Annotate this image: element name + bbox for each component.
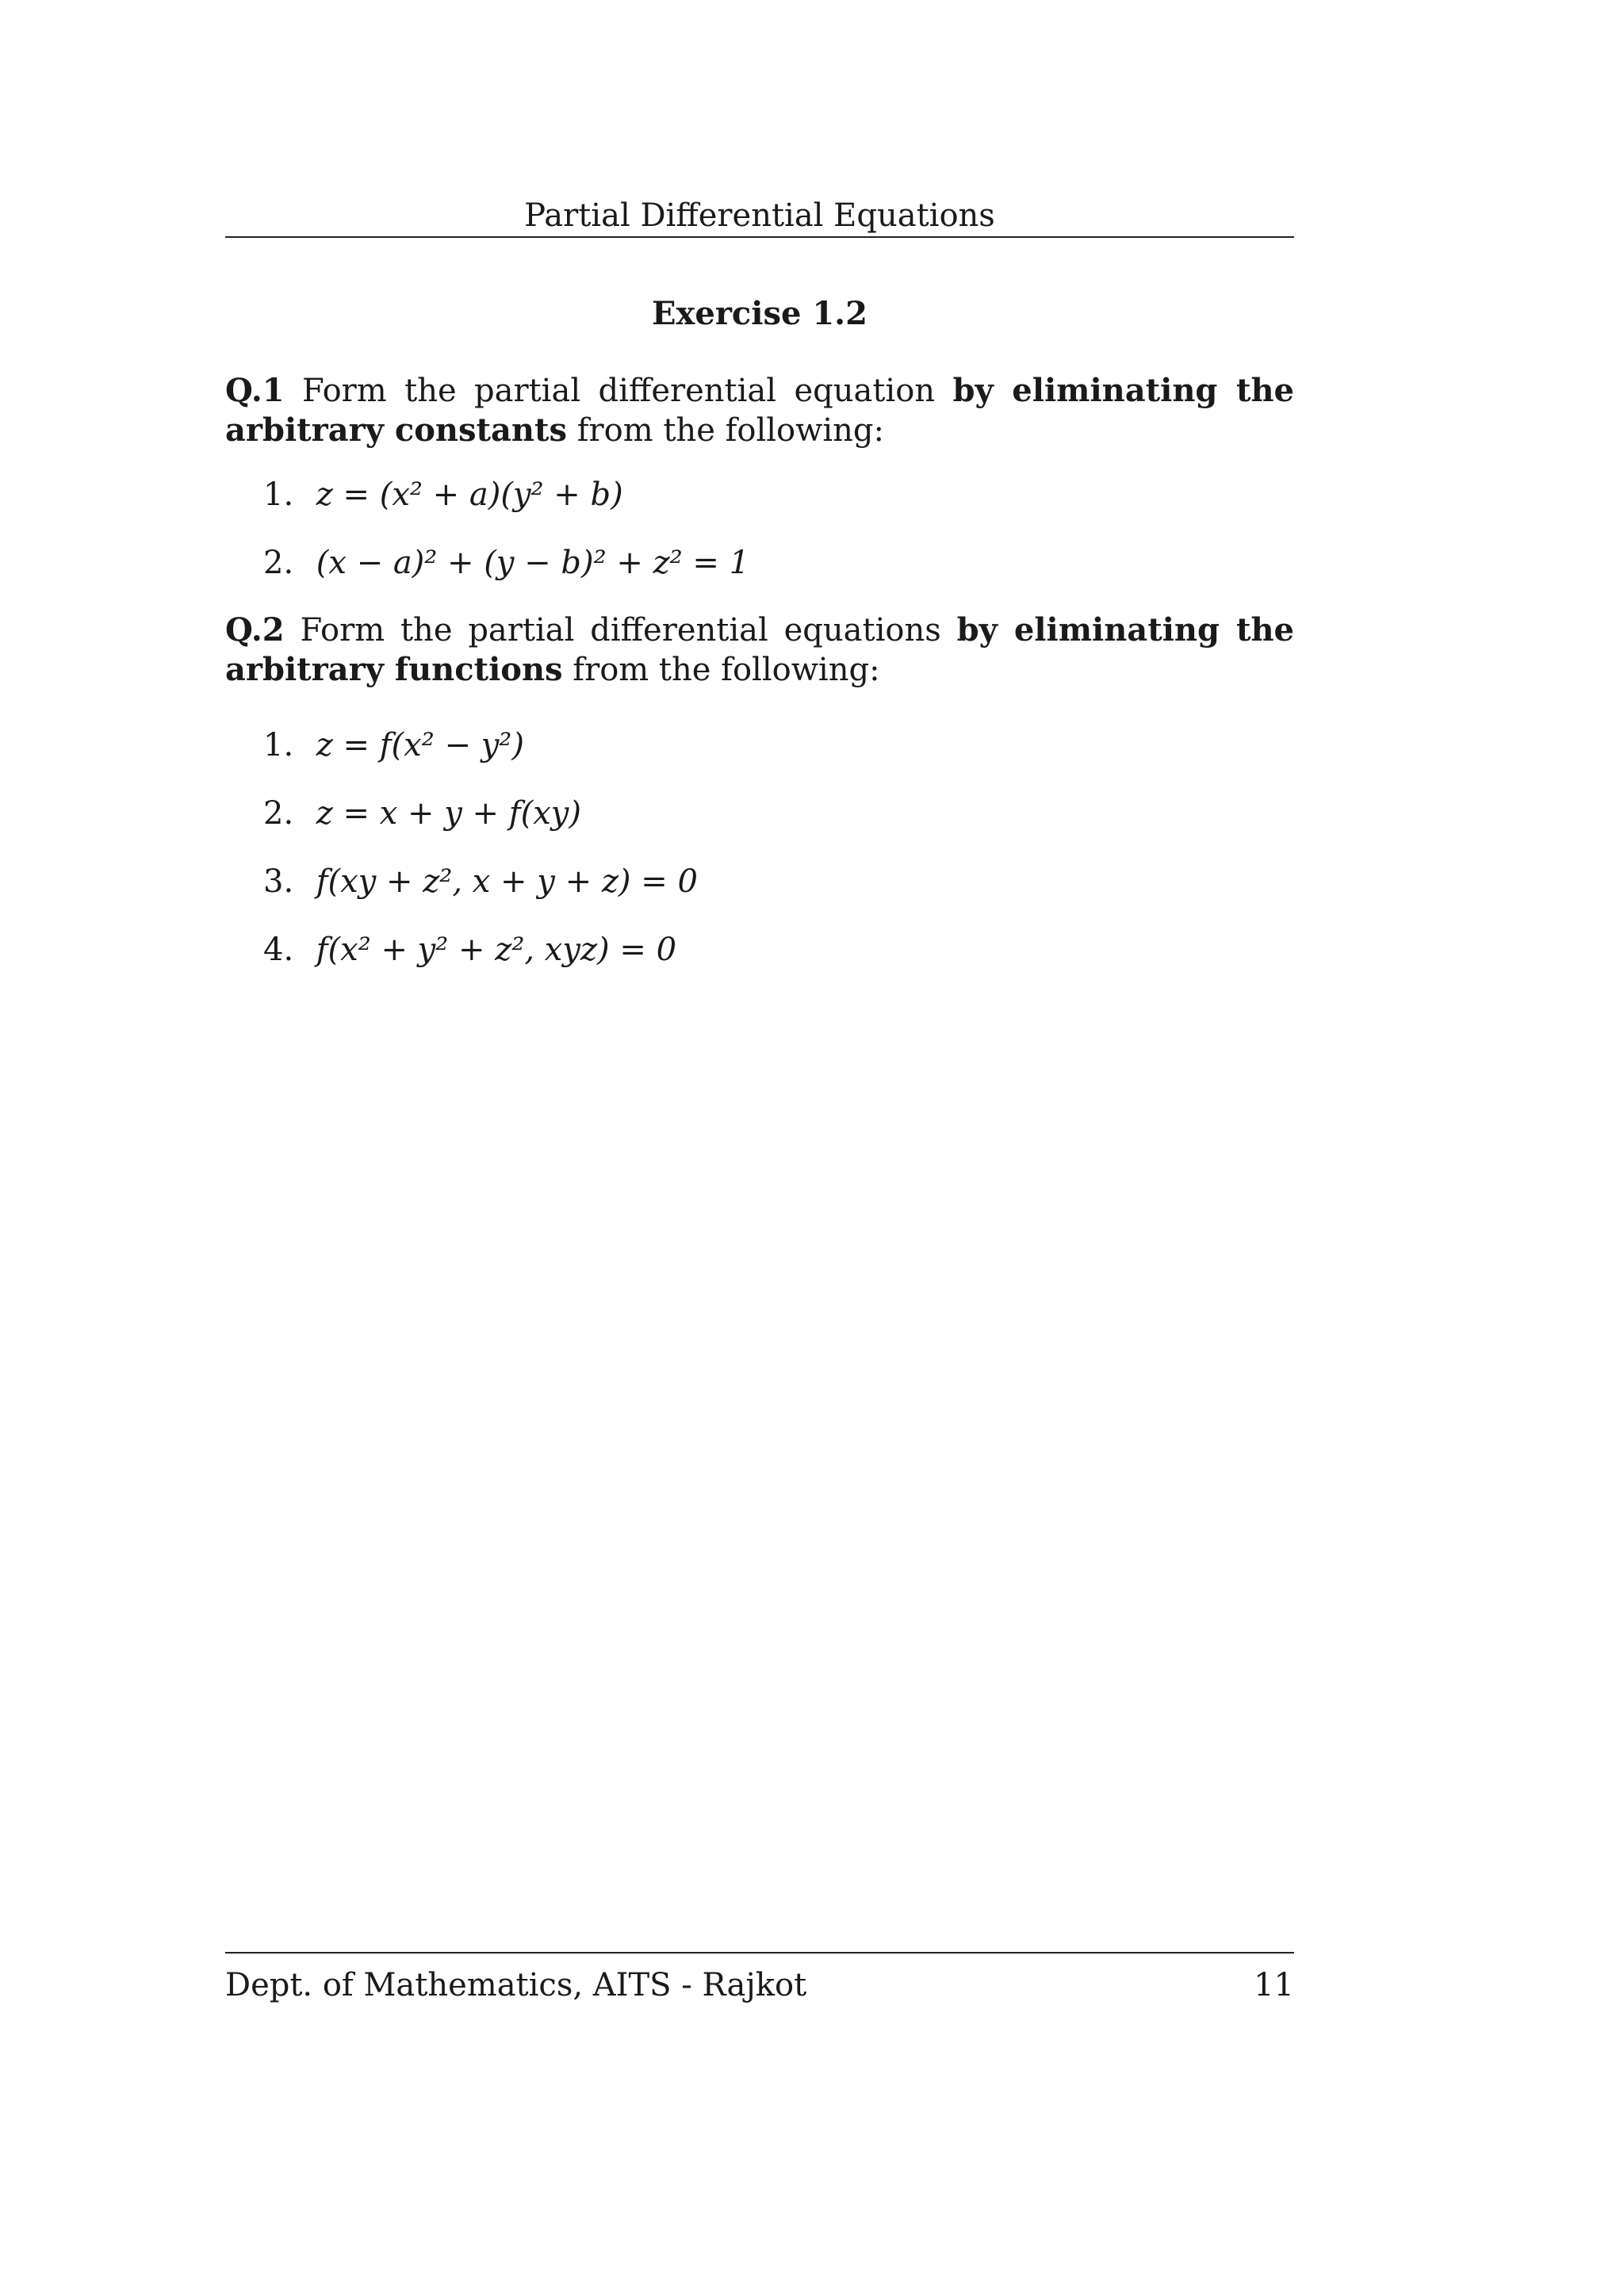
list-item	[263, 928, 698, 996]
question-2-bold-phrase: by eliminating the arbitrary functions	[225, 611, 1294, 688]
list-item	[263, 859, 698, 928]
question-1-text-after: from the following:	[566, 412, 885, 449]
item-number: 2.	[263, 545, 294, 581]
item-number: 1.	[263, 476, 294, 513]
list-item	[263, 723, 698, 791]
equation: z = (x² + a)(y² + b)	[316, 476, 623, 513]
header-rule	[225, 236, 1294, 238]
footer-rule	[225, 1952, 1294, 1954]
item-number: 1.	[263, 727, 294, 763]
question-1-list	[263, 473, 749, 609]
item-number: 2.	[263, 795, 294, 832]
page-number: 11	[1254, 1967, 1294, 2003]
equation: z = f(x² − y²)	[316, 727, 524, 763]
running-header: Partial Differential Equations	[524, 197, 995, 234]
equation: f(xy + z², x + y + z) = 0	[316, 863, 698, 900]
list-item	[263, 791, 698, 859]
question-2	[225, 610, 1294, 690]
question-2-label: Q.2	[225, 611, 285, 649]
question-2-list	[263, 723, 698, 996]
exercise-title: Exercise 1.2	[652, 295, 868, 332]
item-number: 4.	[263, 932, 294, 968]
item-number: 3.	[263, 863, 294, 900]
list-item	[263, 473, 749, 541]
equation: f(x² + y² + z², xyz) = 0	[316, 932, 677, 968]
footer-department: Dept. of Mathematics, AITS - Rajkot	[225, 1967, 807, 2003]
list-item	[263, 541, 749, 609]
equation: z = x + y + f(xy)	[316, 795, 581, 832]
question-1	[225, 371, 1294, 450]
question-1-text-before: Form the partial differential equation	[284, 373, 953, 409]
question-1-bold-phrase: by eliminating the arbitrary constants	[225, 372, 1294, 449]
question-1-label: Q.1	[225, 372, 285, 409]
equation: (x − a)² + (y − b)² + z² = 1	[316, 545, 750, 581]
question-2-text-after: from the following:	[562, 652, 880, 688]
question-2-text-before: Form the partial differential equations	[284, 612, 957, 649]
